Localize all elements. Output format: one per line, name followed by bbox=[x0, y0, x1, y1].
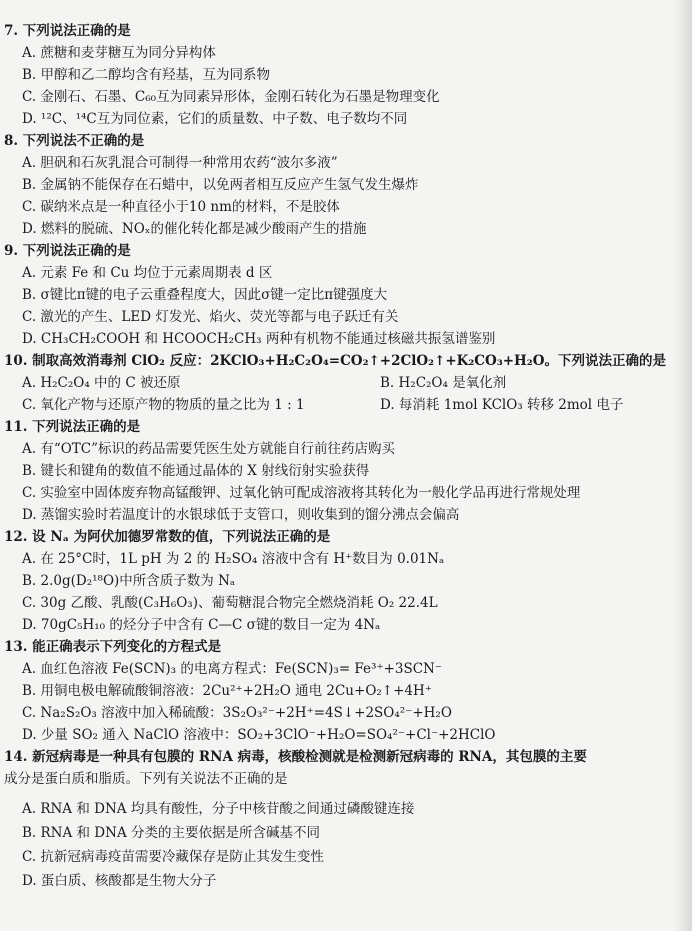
answer-option: D. 燃料的脱硫、NOₓ的催化转化都是减少酸雨产生的措施 bbox=[22, 221, 367, 237]
answer-option: A. H₂C₂O₄ 中的 C 被还原 bbox=[22, 375, 181, 391]
answer-option: B. H₂C₂O₄ 是氧化剂 bbox=[380, 375, 507, 391]
answer-option: D. 少量 SO₂ 通入 NaClO 溶液中：SO₂+3ClO⁻+H₂O=SO₄²⁻+Cl⁻+2HClO bbox=[22, 727, 496, 743]
page-edge-shadow bbox=[674, 0, 692, 931]
answer-option: A. 有“OTC”标识的药品需要凭医生处方就能自行前往药店购买 bbox=[22, 441, 396, 457]
answer-option: A. 在 25°C时，1L pH 为 2 的 H₂SO₄ 溶液中含有 H⁺数目为 0.01Nₐ bbox=[22, 551, 445, 567]
answer-option: A. RNA 和 DNA 均具有酸性，分子中核苷酸之间通过磷酸键连接 bbox=[22, 801, 415, 817]
answer-option: C. 30g 乙酸、乳酸(C₃H₆O₃)、葡萄糖混合物完全燃烧消耗 O₂ 22.4L bbox=[22, 595, 438, 611]
answer-option: A. 血红色溶液 Fe(SCN)₃ 的电离方程式：Fe(SCN)₃= Fe³⁺+3SCN⁻ bbox=[22, 661, 442, 677]
answer-option: B. 键长和键角的数值不能通过晶体的 X 射线衍射实验获得 bbox=[22, 463, 370, 479]
question-stem: 14. 新冠病毒是一种具有包膜的 RNA 病毒，核酸检测就是检测新冠病毒的 RNA，其包膜的主要 bbox=[4, 749, 587, 765]
answer-option: A. 元素 Fe 和 Cu 均位于元素周期表 d 区 bbox=[22, 265, 273, 281]
answer-option: A. 胆矾和石灰乳混合可制得一种常用农药“波尔多液” bbox=[22, 155, 338, 171]
answer-option: B. 2.0g(D₂¹⁸O)中所含质子数为 Nₐ bbox=[22, 573, 236, 589]
answer-option: D. 每消耗 1mol KClO₃ 转移 2mol 电子 bbox=[380, 397, 624, 413]
answer-option: C. 氧化产物与还原产物的物质的量之比为 1 : 1 bbox=[22, 397, 305, 413]
answer-option: B. 金属钠不能保存在石蜡中，以免两者相互反应产生氢气发生爆炸 bbox=[22, 177, 419, 193]
answer-option: B. 甲醇和乙二醇均含有羟基，互为同系物 bbox=[22, 67, 271, 83]
answer-option: D. 70gC₅H₁₀ 的烃分子中含有 C—C σ键的数目一定为 4Nₐ bbox=[22, 617, 381, 633]
answer-option: D. CH₃CH₂COOH 和 HCOOCH₂CH₃ 两种有机物不能通过核磁共振氢谱鉴别 bbox=[22, 331, 496, 347]
question-stem: 8. 下列说法不正确的是 bbox=[4, 133, 145, 149]
answer-option: B. σ键比π键的电子云重叠程度大，因此σ键一定比π键强度大 bbox=[22, 287, 388, 303]
answer-option: C. 激光的产生、LED 灯发光、焰火、荧光等都与电子跃迁有关 bbox=[22, 309, 399, 325]
answer-option: C. 实验室中固体废弃物高锰酸钾、过氧化钠可配成溶液将其转化为一般化学品再进行常规处理 bbox=[22, 485, 581, 501]
question-stem: 10. 制取高效消毒剂 ClO₂ 反应：2KClO₃+H₂C₂O₄=CO₂↑+2ClO₂↑+K₂CO₃+H₂O。下列说法正确的是 bbox=[4, 353, 666, 369]
answer-option: C. 碳纳米点是一种直径小于10 nm的材料，不是胶体 bbox=[22, 199, 340, 215]
question-stem: 9. 下列说法正确的是 bbox=[4, 243, 131, 259]
answer-option: B. RNA 和 DNA 分类的主要依据是所含碱基不同 bbox=[22, 825, 320, 841]
answer-option: C. 金刚石、石墨、C₆₀互为同素异形体，金刚石转化为石墨是物理变化 bbox=[22, 89, 440, 105]
question-stem: 11. 下列说法正确的是 bbox=[4, 419, 141, 435]
answer-option: D. 蒸馏实验时若温度计的水银球低于支管口，则收集到的馏分沸点会偏高 bbox=[22, 507, 460, 523]
answer-option: C. 抗新冠病毒疫苗需要冷藏保存是防止其发生变性 bbox=[22, 849, 324, 865]
question-stem: 12. 设 Nₐ 为阿伏加德罗常数的值，下列说法正确的是 bbox=[4, 529, 331, 545]
answer-option: A. 蔗糖和麦芽糖互为同分异构体 bbox=[22, 45, 216, 61]
question-stem-continued: 成分是蛋白质和脂质。下列有关说法不正确的是 bbox=[4, 771, 288, 787]
answer-option: C. Na₂S₂O₃ 溶液中加入稀硫酸：3S₂O₃²⁻+2H⁺=4S↓+2SO₄²⁻+H₂O bbox=[22, 705, 452, 721]
answer-option: B. 用铜电极电解硫酸铜溶液：2Cu²⁺+2H₂O 通电 2Cu+O₂↑+4H⁺ bbox=[22, 683, 432, 699]
question-stem: 13. 能正确表示下列变化的方程式是 bbox=[4, 639, 222, 655]
answer-option: D. 蛋白质、核酸都是生物大分子 bbox=[22, 873, 217, 889]
answer-option: D. ¹²C、¹⁴C互为同位素，它们的质量数、中子数、电子数均不同 bbox=[22, 111, 408, 127]
question-stem: 7. 下列说法正确的是 bbox=[4, 23, 131, 39]
